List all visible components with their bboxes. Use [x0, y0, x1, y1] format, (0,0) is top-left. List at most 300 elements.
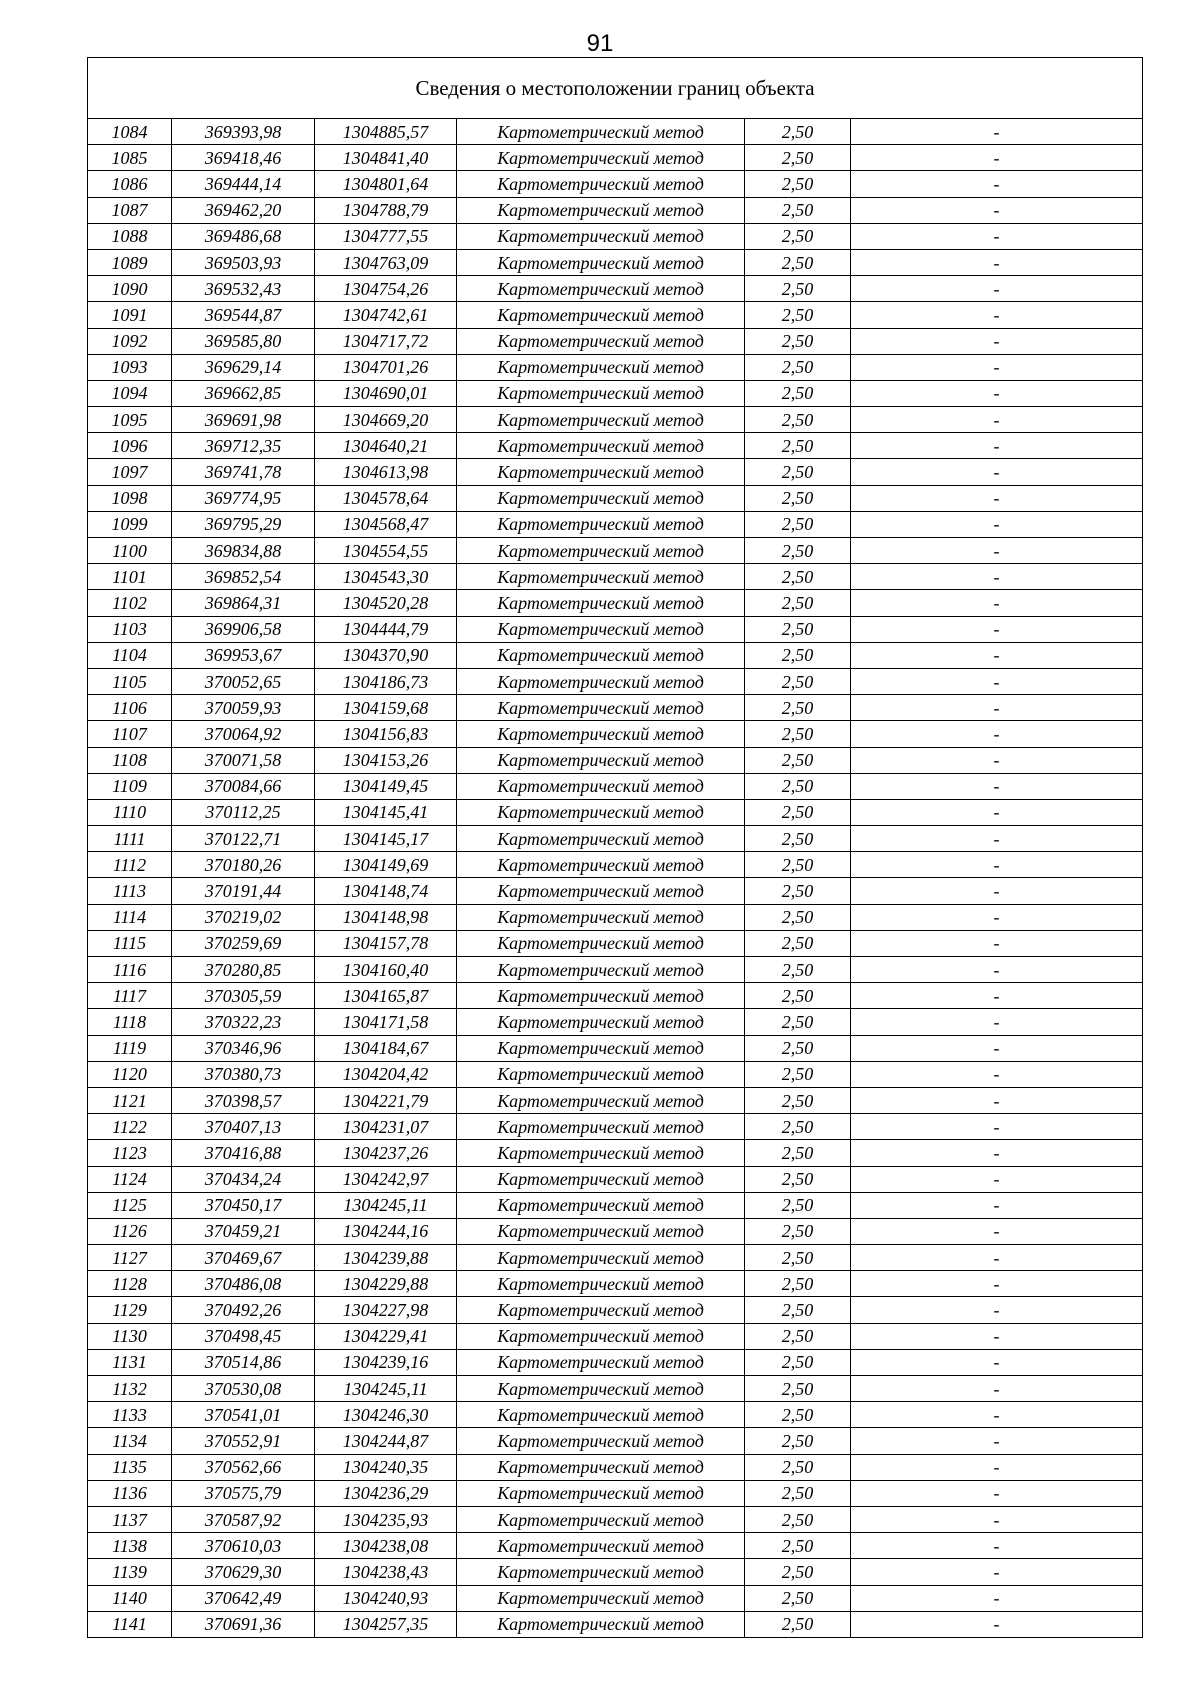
x-coordinate-cell: 369503,93	[172, 249, 315, 275]
point-number-cell: 1113	[88, 878, 172, 904]
description-cell: -	[851, 197, 1143, 223]
method-cell: Картометрический метод	[457, 485, 745, 511]
description-cell: -	[851, 1533, 1143, 1559]
accuracy-cell: 2,50	[745, 485, 851, 511]
description-cell: -	[851, 538, 1143, 564]
x-coordinate-cell: 370346,96	[172, 1035, 315, 1061]
accuracy-cell: 2,50	[745, 1035, 851, 1061]
y-coordinate-cell: 1304640,21	[315, 433, 457, 459]
x-coordinate-cell: 370552,91	[172, 1428, 315, 1454]
page-number: 91	[586, 30, 614, 57]
method-cell: Картометрический метод	[457, 145, 745, 171]
x-coordinate-cell: 370407,13	[172, 1114, 315, 1140]
accuracy-cell: 2,50	[745, 616, 851, 642]
accuracy-cell: 2,50	[745, 773, 851, 799]
y-coordinate-cell: 1304153,26	[315, 747, 457, 773]
x-coordinate-cell: 370064,92	[172, 721, 315, 747]
x-coordinate-cell: 369741,78	[172, 459, 315, 485]
point-number-cell: 1117	[88, 983, 172, 1009]
description-cell: -	[851, 511, 1143, 537]
method-cell: Картометрический метод	[457, 695, 745, 721]
x-coordinate-cell: 370122,71	[172, 826, 315, 852]
accuracy-cell: 2,50	[745, 878, 851, 904]
x-coordinate-cell: 370514,86	[172, 1349, 315, 1375]
x-coordinate-cell: 370084,66	[172, 773, 315, 799]
point-number-cell: 1105	[88, 668, 172, 694]
table-row	[88, 1611, 1143, 1637]
table-row	[88, 1140, 1143, 1166]
y-coordinate-cell: 1304257,35	[315, 1611, 457, 1637]
y-coordinate-cell: 1304165,87	[315, 983, 457, 1009]
method-cell: Картометрический метод	[457, 1218, 745, 1244]
accuracy-cell: 2,50	[745, 354, 851, 380]
accuracy-cell: 2,50	[745, 1061, 851, 1087]
y-coordinate-cell: 1304239,88	[315, 1245, 457, 1271]
x-coordinate-cell: 370450,17	[172, 1192, 315, 1218]
x-coordinate-cell: 370459,21	[172, 1218, 315, 1244]
table-row	[88, 1559, 1143, 1585]
accuracy-cell: 2,50	[745, 826, 851, 852]
table-row	[88, 538, 1143, 564]
y-coordinate-cell: 1304717,72	[315, 328, 457, 354]
description-cell: -	[851, 485, 1143, 511]
y-coordinate-cell: 1304160,40	[315, 957, 457, 983]
x-coordinate-cell: 370610,03	[172, 1533, 315, 1559]
method-cell: Картометрический метод	[457, 1271, 745, 1297]
table-row	[88, 302, 1143, 328]
accuracy-cell: 2,50	[745, 957, 851, 983]
method-cell: Картометрический метод	[457, 747, 745, 773]
table-row	[88, 1533, 1143, 1559]
table-row	[88, 1166, 1143, 1192]
table-row	[88, 380, 1143, 406]
x-coordinate-cell: 370575,79	[172, 1480, 315, 1506]
method-cell: Картометрический метод	[457, 1480, 745, 1506]
accuracy-cell: 2,50	[745, 1166, 851, 1192]
method-cell: Картометрический метод	[457, 983, 745, 1009]
boundary-coordinates-table	[87, 57, 1143, 1638]
description-cell: -	[851, 826, 1143, 852]
description-cell: -	[851, 590, 1143, 616]
description-cell: -	[851, 799, 1143, 825]
method-cell: Картометрический метод	[457, 721, 745, 747]
x-coordinate-cell: 369662,85	[172, 380, 315, 406]
description-cell: -	[851, 1428, 1143, 1454]
method-cell: Картометрический метод	[457, 930, 745, 956]
y-coordinate-cell: 1304245,11	[315, 1192, 457, 1218]
point-number-cell: 1122	[88, 1114, 172, 1140]
method-cell: Картометрический метод	[457, 328, 745, 354]
x-coordinate-cell: 369486,68	[172, 223, 315, 249]
description-cell: -	[851, 721, 1143, 747]
table-row	[88, 590, 1143, 616]
table-row	[88, 459, 1143, 485]
table-row	[88, 904, 1143, 930]
accuracy-cell: 2,50	[745, 1480, 851, 1506]
y-coordinate-cell: 1304841,40	[315, 145, 457, 171]
accuracy-cell: 2,50	[745, 1402, 851, 1428]
point-number-cell: 1115	[88, 930, 172, 956]
accuracy-cell: 2,50	[745, 223, 851, 249]
point-number-cell: 1120	[88, 1061, 172, 1087]
y-coordinate-cell: 1304554,55	[315, 538, 457, 564]
y-coordinate-cell: 1304148,74	[315, 878, 457, 904]
x-coordinate-cell: 370398,57	[172, 1087, 315, 1113]
description-cell: -	[851, 1559, 1143, 1585]
table-row	[88, 1402, 1143, 1428]
y-coordinate-cell: 1304669,20	[315, 407, 457, 433]
point-number-cell: 1095	[88, 407, 172, 433]
description-cell: -	[851, 302, 1143, 328]
table-row	[88, 826, 1143, 852]
table-row	[88, 1506, 1143, 1532]
point-number-cell: 1112	[88, 852, 172, 878]
x-coordinate-cell: 370530,08	[172, 1376, 315, 1402]
point-number-cell: 1106	[88, 695, 172, 721]
table-row	[88, 957, 1143, 983]
accuracy-cell: 2,50	[745, 1192, 851, 1218]
x-coordinate-cell: 369393,98	[172, 119, 315, 145]
table-row	[88, 747, 1143, 773]
accuracy-cell: 2,50	[745, 668, 851, 694]
accuracy-cell: 2,50	[745, 983, 851, 1009]
table-row	[88, 119, 1143, 145]
accuracy-cell: 2,50	[745, 590, 851, 616]
y-coordinate-cell: 1304245,11	[315, 1376, 457, 1402]
point-number-cell: 1110	[88, 799, 172, 825]
table-row	[88, 1480, 1143, 1506]
point-number-cell: 1104	[88, 642, 172, 668]
description-cell: -	[851, 1166, 1143, 1192]
x-coordinate-cell: 370541,01	[172, 1402, 315, 1428]
description-cell: -	[851, 119, 1143, 145]
method-cell: Картометрический метод	[457, 1585, 745, 1611]
x-coordinate-cell: 369795,29	[172, 511, 315, 537]
accuracy-cell: 2,50	[745, 1559, 851, 1585]
x-coordinate-cell: 370280,85	[172, 957, 315, 983]
description-cell: -	[851, 1376, 1143, 1402]
x-coordinate-cell: 370486,08	[172, 1271, 315, 1297]
x-coordinate-cell: 369953,67	[172, 642, 315, 668]
y-coordinate-cell: 1304156,83	[315, 721, 457, 747]
y-coordinate-cell: 1304229,88	[315, 1271, 457, 1297]
x-coordinate-cell: 370305,59	[172, 983, 315, 1009]
x-coordinate-cell: 370562,66	[172, 1454, 315, 1480]
method-cell: Картометрический метод	[457, 1166, 745, 1192]
method-cell: Картометрический метод	[457, 852, 745, 878]
table-row	[88, 328, 1143, 354]
accuracy-cell: 2,50	[745, 642, 851, 668]
table-row	[88, 145, 1143, 171]
method-cell: Картометрический метод	[457, 1611, 745, 1637]
point-number-cell: 1137	[88, 1506, 172, 1532]
table-row	[88, 1245, 1143, 1271]
point-number-cell: 1129	[88, 1297, 172, 1323]
description-cell: -	[851, 459, 1143, 485]
x-coordinate-cell: 369774,95	[172, 485, 315, 511]
table-row	[88, 1009, 1143, 1035]
method-cell: Картометрический метод	[457, 957, 745, 983]
point-number-cell: 1111	[88, 826, 172, 852]
accuracy-cell: 2,50	[745, 1245, 851, 1271]
description-cell: -	[851, 171, 1143, 197]
accuracy-cell: 2,50	[745, 1271, 851, 1297]
y-coordinate-cell: 1304149,45	[315, 773, 457, 799]
description-cell: -	[851, 1140, 1143, 1166]
y-coordinate-cell: 1304227,98	[315, 1297, 457, 1323]
table-row	[88, 1376, 1143, 1402]
method-cell: Картометрический метод	[457, 1559, 745, 1585]
y-coordinate-cell: 1304690,01	[315, 380, 457, 406]
method-cell: Картометрический метод	[457, 171, 745, 197]
description-cell: -	[851, 433, 1143, 459]
point-number-cell: 1126	[88, 1218, 172, 1244]
accuracy-cell: 2,50	[745, 1506, 851, 1532]
description-cell: -	[851, 407, 1143, 433]
x-coordinate-cell: 369544,87	[172, 302, 315, 328]
description-cell: -	[851, 1035, 1143, 1061]
method-cell: Картометрический метод	[457, 590, 745, 616]
point-number-cell: 1114	[88, 904, 172, 930]
table-row	[88, 171, 1143, 197]
method-cell: Картометрический метод	[457, 1402, 745, 1428]
y-coordinate-cell: 1304801,64	[315, 171, 457, 197]
table-row	[88, 1323, 1143, 1349]
method-cell: Картометрический метод	[457, 249, 745, 275]
x-coordinate-cell: 369906,58	[172, 616, 315, 642]
description-cell: -	[851, 145, 1143, 171]
accuracy-cell: 2,50	[745, 302, 851, 328]
y-coordinate-cell: 1304885,57	[315, 119, 457, 145]
y-coordinate-cell: 1304231,07	[315, 1114, 457, 1140]
y-coordinate-cell: 1304186,73	[315, 668, 457, 694]
table-row	[88, 930, 1143, 956]
y-coordinate-cell: 1304370,90	[315, 642, 457, 668]
description-cell: -	[851, 773, 1143, 799]
table-row	[88, 354, 1143, 380]
table-row	[88, 799, 1143, 825]
method-cell: Картометрический метод	[457, 354, 745, 380]
x-coordinate-cell: 369629,14	[172, 354, 315, 380]
accuracy-cell: 2,50	[745, 171, 851, 197]
accuracy-cell: 2,50	[745, 249, 851, 275]
point-number-cell: 1121	[88, 1087, 172, 1113]
accuracy-cell: 2,50	[745, 799, 851, 825]
method-cell: Картометрический метод	[457, 1533, 745, 1559]
accuracy-cell: 2,50	[745, 1454, 851, 1480]
table-row	[88, 197, 1143, 223]
method-cell: Картометрический метод	[457, 1297, 745, 1323]
x-coordinate-cell: 370492,26	[172, 1297, 315, 1323]
accuracy-cell: 2,50	[745, 904, 851, 930]
description-cell: -	[851, 1402, 1143, 1428]
accuracy-cell: 2,50	[745, 1087, 851, 1113]
y-coordinate-cell: 1304237,26	[315, 1140, 457, 1166]
table-row	[88, 433, 1143, 459]
method-cell: Картометрический метод	[457, 799, 745, 825]
point-number-cell: 1097	[88, 459, 172, 485]
method-cell: Картометрический метод	[457, 1140, 745, 1166]
point-number-cell: 1101	[88, 564, 172, 590]
description-cell: -	[851, 328, 1143, 354]
table-row	[88, 223, 1143, 249]
point-number-cell: 1087	[88, 197, 172, 223]
method-cell: Картометрический метод	[457, 1376, 745, 1402]
point-number-cell: 1093	[88, 354, 172, 380]
table-row	[88, 1428, 1143, 1454]
y-coordinate-cell: 1304229,41	[315, 1323, 457, 1349]
table-row	[88, 1454, 1143, 1480]
x-coordinate-cell: 370112,25	[172, 799, 315, 825]
method-cell: Картометрический метод	[457, 1192, 745, 1218]
y-coordinate-cell: 1304159,68	[315, 695, 457, 721]
accuracy-cell: 2,50	[745, 1140, 851, 1166]
method-cell: Картометрический метод	[457, 1087, 745, 1113]
point-number-cell: 1118	[88, 1009, 172, 1035]
y-coordinate-cell: 1304788,79	[315, 197, 457, 223]
x-coordinate-cell: 370322,23	[172, 1009, 315, 1035]
x-coordinate-cell: 370416,88	[172, 1140, 315, 1166]
y-coordinate-cell: 1304742,61	[315, 302, 457, 328]
point-number-cell: 1109	[88, 773, 172, 799]
point-number-cell: 1092	[88, 328, 172, 354]
method-cell: Картометрический метод	[457, 904, 745, 930]
point-number-cell: 1141	[88, 1611, 172, 1637]
x-coordinate-cell: 369418,46	[172, 145, 315, 171]
method-cell: Картометрический метод	[457, 511, 745, 537]
accuracy-cell: 2,50	[745, 276, 851, 302]
y-coordinate-cell: 1304244,16	[315, 1218, 457, 1244]
description-cell: -	[851, 668, 1143, 694]
description-cell: -	[851, 983, 1143, 1009]
method-cell: Картометрический метод	[457, 826, 745, 852]
point-number-cell: 1139	[88, 1559, 172, 1585]
point-number-cell: 1124	[88, 1166, 172, 1192]
table-row	[88, 1061, 1143, 1087]
table-row	[88, 852, 1143, 878]
x-coordinate-cell: 370642,49	[172, 1585, 315, 1611]
y-coordinate-cell: 1304235,93	[315, 1506, 457, 1532]
accuracy-cell: 2,50	[745, 145, 851, 171]
y-coordinate-cell: 1304145,17	[315, 826, 457, 852]
x-coordinate-cell: 370629,30	[172, 1559, 315, 1585]
table-row	[88, 407, 1143, 433]
description-cell: -	[851, 1271, 1143, 1297]
method-cell: Картометрический метод	[457, 407, 745, 433]
table-title-row	[88, 58, 1143, 119]
accuracy-cell: 2,50	[745, 1376, 851, 1402]
y-coordinate-cell: 1304754,26	[315, 276, 457, 302]
accuracy-cell: 2,50	[745, 1428, 851, 1454]
accuracy-cell: 2,50	[745, 721, 851, 747]
accuracy-cell: 2,50	[745, 1585, 851, 1611]
method-cell: Картометрический метод	[457, 197, 745, 223]
description-cell: -	[851, 1114, 1143, 1140]
y-coordinate-cell: 1304578,64	[315, 485, 457, 511]
y-coordinate-cell: 1304171,58	[315, 1009, 457, 1035]
method-cell: Картометрический метод	[457, 1323, 745, 1349]
y-coordinate-cell: 1304613,98	[315, 459, 457, 485]
x-coordinate-cell: 370180,26	[172, 852, 315, 878]
description-cell: -	[851, 354, 1143, 380]
point-number-cell: 1131	[88, 1349, 172, 1375]
table-row	[88, 1114, 1143, 1140]
accuracy-cell: 2,50	[745, 747, 851, 773]
y-coordinate-cell: 1304238,08	[315, 1533, 457, 1559]
accuracy-cell: 2,50	[745, 538, 851, 564]
point-number-cell: 1140	[88, 1585, 172, 1611]
point-number-cell: 1098	[88, 485, 172, 511]
point-number-cell: 1086	[88, 171, 172, 197]
point-number-cell: 1135	[88, 1454, 172, 1480]
accuracy-cell: 2,50	[745, 1114, 851, 1140]
method-cell: Картометрический метод	[457, 459, 745, 485]
x-coordinate-cell: 370498,45	[172, 1323, 315, 1349]
y-coordinate-cell: 1304238,43	[315, 1559, 457, 1585]
table-row	[88, 276, 1143, 302]
description-cell: -	[851, 904, 1143, 930]
x-coordinate-cell: 370469,67	[172, 1245, 315, 1271]
point-number-cell: 1090	[88, 276, 172, 302]
point-number-cell: 1128	[88, 1271, 172, 1297]
x-coordinate-cell: 370380,73	[172, 1061, 315, 1087]
method-cell: Картометрический метод	[457, 1454, 745, 1480]
table-row	[88, 1349, 1143, 1375]
y-coordinate-cell: 1304543,30	[315, 564, 457, 590]
x-coordinate-cell: 369712,35	[172, 433, 315, 459]
accuracy-cell: 2,50	[745, 197, 851, 223]
description-cell: -	[851, 695, 1143, 721]
description-cell: -	[851, 616, 1143, 642]
y-coordinate-cell: 1304236,29	[315, 1480, 457, 1506]
y-coordinate-cell: 1304239,16	[315, 1349, 457, 1375]
x-coordinate-cell: 369532,43	[172, 276, 315, 302]
point-number-cell: 1136	[88, 1480, 172, 1506]
y-coordinate-cell: 1304157,78	[315, 930, 457, 956]
y-coordinate-cell: 1304240,93	[315, 1585, 457, 1611]
x-coordinate-cell: 369691,98	[172, 407, 315, 433]
description-cell: -	[851, 878, 1143, 904]
x-coordinate-cell: 370219,02	[172, 904, 315, 930]
x-coordinate-cell: 369834,88	[172, 538, 315, 564]
description-cell: -	[851, 564, 1143, 590]
table-row	[88, 616, 1143, 642]
x-coordinate-cell: 370587,92	[172, 1506, 315, 1532]
description-cell: -	[851, 1245, 1143, 1271]
accuracy-cell: 2,50	[745, 930, 851, 956]
accuracy-cell: 2,50	[745, 407, 851, 433]
table-row	[88, 1192, 1143, 1218]
method-cell: Картометрический метод	[457, 564, 745, 590]
accuracy-cell: 2,50	[745, 695, 851, 721]
method-cell: Картометрический метод	[457, 276, 745, 302]
y-coordinate-cell: 1304204,42	[315, 1061, 457, 1087]
description-cell: -	[851, 747, 1143, 773]
method-cell: Картометрический метод	[457, 433, 745, 459]
point-number-cell: 1119	[88, 1035, 172, 1061]
table-row	[88, 485, 1143, 511]
method-cell: Картометрический метод	[457, 642, 745, 668]
accuracy-cell: 2,50	[745, 1349, 851, 1375]
description-cell: -	[851, 1061, 1143, 1087]
point-number-cell: 1103	[88, 616, 172, 642]
description-cell: -	[851, 642, 1143, 668]
accuracy-cell: 2,50	[745, 1297, 851, 1323]
point-number-cell: 1107	[88, 721, 172, 747]
point-number-cell: 1133	[88, 1402, 172, 1428]
table-title: Сведения о местоположении границ объекта	[88, 58, 1143, 119]
x-coordinate-cell: 369444,14	[172, 171, 315, 197]
